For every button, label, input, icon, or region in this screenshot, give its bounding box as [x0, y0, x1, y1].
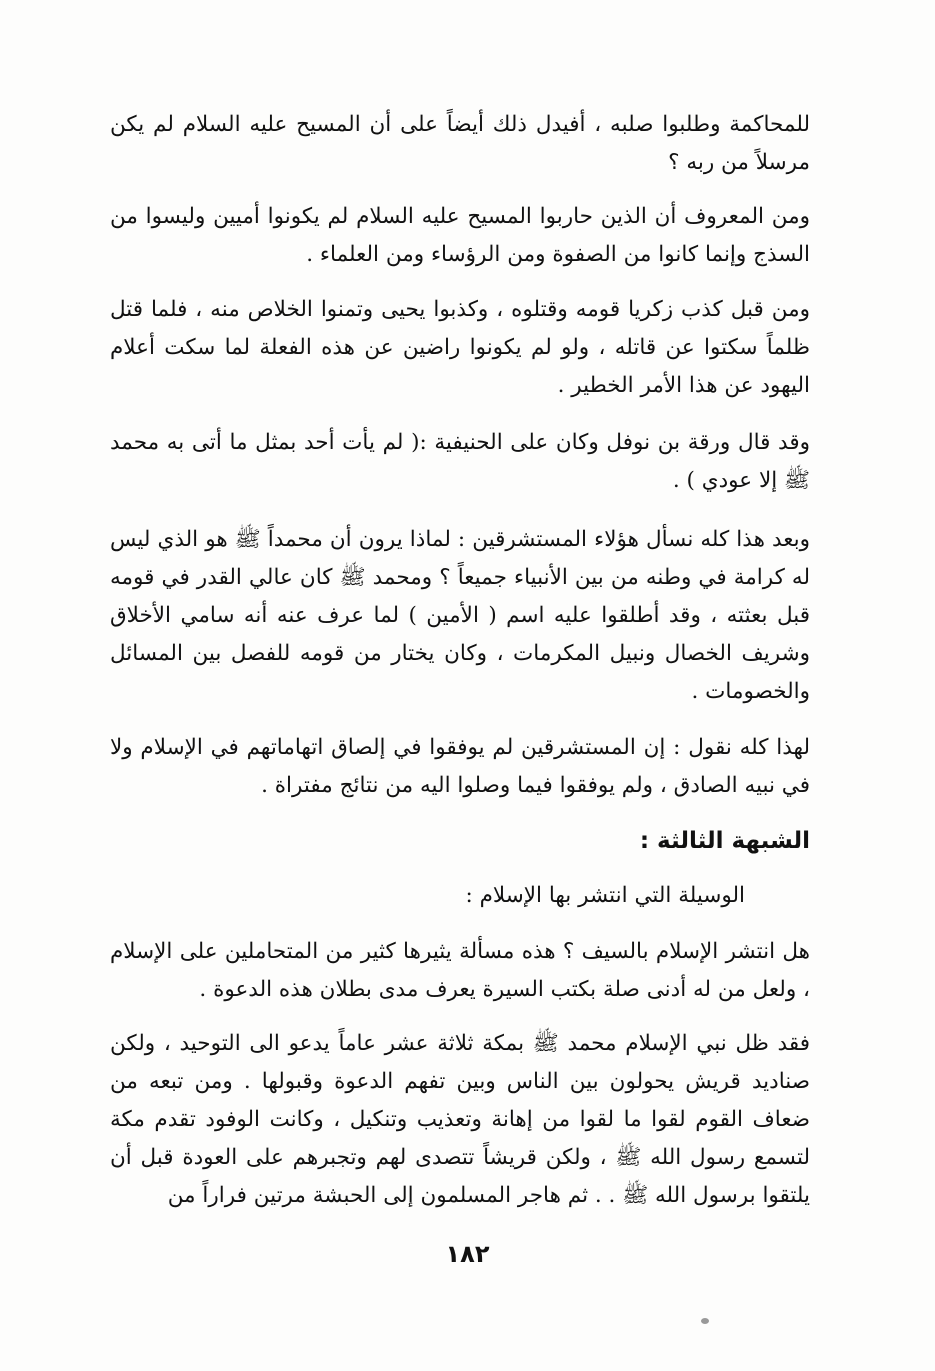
paragraph-spread-by-sword-question: هل انتشر الإسلام بالسيف ؟ هذه مسألة يثيرها كثير من المتحاملين على الإسلام ، ولعل من له أدنى صلة بكتب السيرة يعرف مدى بطلان هذه الدعوة . [110, 939, 810, 1002]
paragraph-opponents-of-messiah: ومن المعروف أن الذين حاربوا المسيح عليه السلام لم يكونوا أميين وليسوا من السذج وإنما كانوا من الصفوة ومن الرؤساء ومن العلماء . [110, 204, 810, 267]
page-number: ١٨٢ [445, 1240, 490, 1268]
paragraph-messiah-trial: للمحاكمة وطلبوا صلبه ، أفيدل ذلك أيضاً على أن المسيح عليه السلام لم يكن مرسلاً من ربه ؟ [110, 112, 810, 175]
paragraph-mecca-years: فقد ظل نبي الإسلام محمد ﷺ بمكة ثلاثة عشر عاماً يدعو الى التوحيد ، ولكن صناديد قريش يحولون بين الناس وبين تفهم الدعوة وقبولها . ومن تبعه من ضعاف القوم لقوا ما لقوا من إهانة وتعذيب وتنكيل ، وكانت الوفود تقدم مكة لتسمع رسول الله ﷺ ، ولكن قريشاً تتصدى لهم وتجبرهم على العودة قبل أن يلتقوا برسول الله ﷺ . . ثم هاجر المسلمون إلى الحبشة مرتين فراراً من [110, 1031, 810, 1208]
paragraph-waraqa-quote: وقد قال ورقة بن نوفل وكان على الحنيفية :( لم يأت أحد بمثل ما أتى به محمد ﷺ إلا عودي ) . [110, 430, 810, 493]
paragraph-zakariya-yahya: ومن قبل كذب زكريا قومه وقتلوه ، وكذبوا يحيى وتمنوا الخلاص منه ، فلما قتل ظلماً سكتوا عن قاتله ، ولو لم يكونوا راضين عن هذه الفعلة لما سكت أعلام اليهود عن هذا الأمر الخطير . [110, 297, 810, 398]
section-heading-third-doubt: الشبهة الثالثة : [639, 828, 810, 854]
paragraph-conclusion: لهذا كله نقول : إن المستشرقين لم يوفقوا في إلصاق اتهاماتهم في الإسلام ولا في نبيه الصادق ، ولم يوفقوا فيما وصلوا اليه من نتائج مفتراة . [110, 735, 810, 798]
paragraph-question-to-orientalists: وبعد هذا كله نسأل هؤلاء المستشرقين : لماذا يرون أن محمداً ﷺ هو الذي ليس له كرامة في وطنه من بين الأنبياء جميعاً ؟ ومحمد ﷺ كان عالي القدر في قومه قبل بعثته ، وقد أطلقوا عليه اسم ( الأمين ) لما عرف عنه أنه سامي الأخلاق وشريف الخصال ونبيل المكرمات ، وكان يختار من قومه للفصل بين المسائل والخصومات . [110, 527, 810, 704]
scan-speck [701, 1318, 709, 1324]
section-subheading-spread-of-islam: الوسيلة التي انتشر بها الإسلام : [465, 883, 745, 908]
